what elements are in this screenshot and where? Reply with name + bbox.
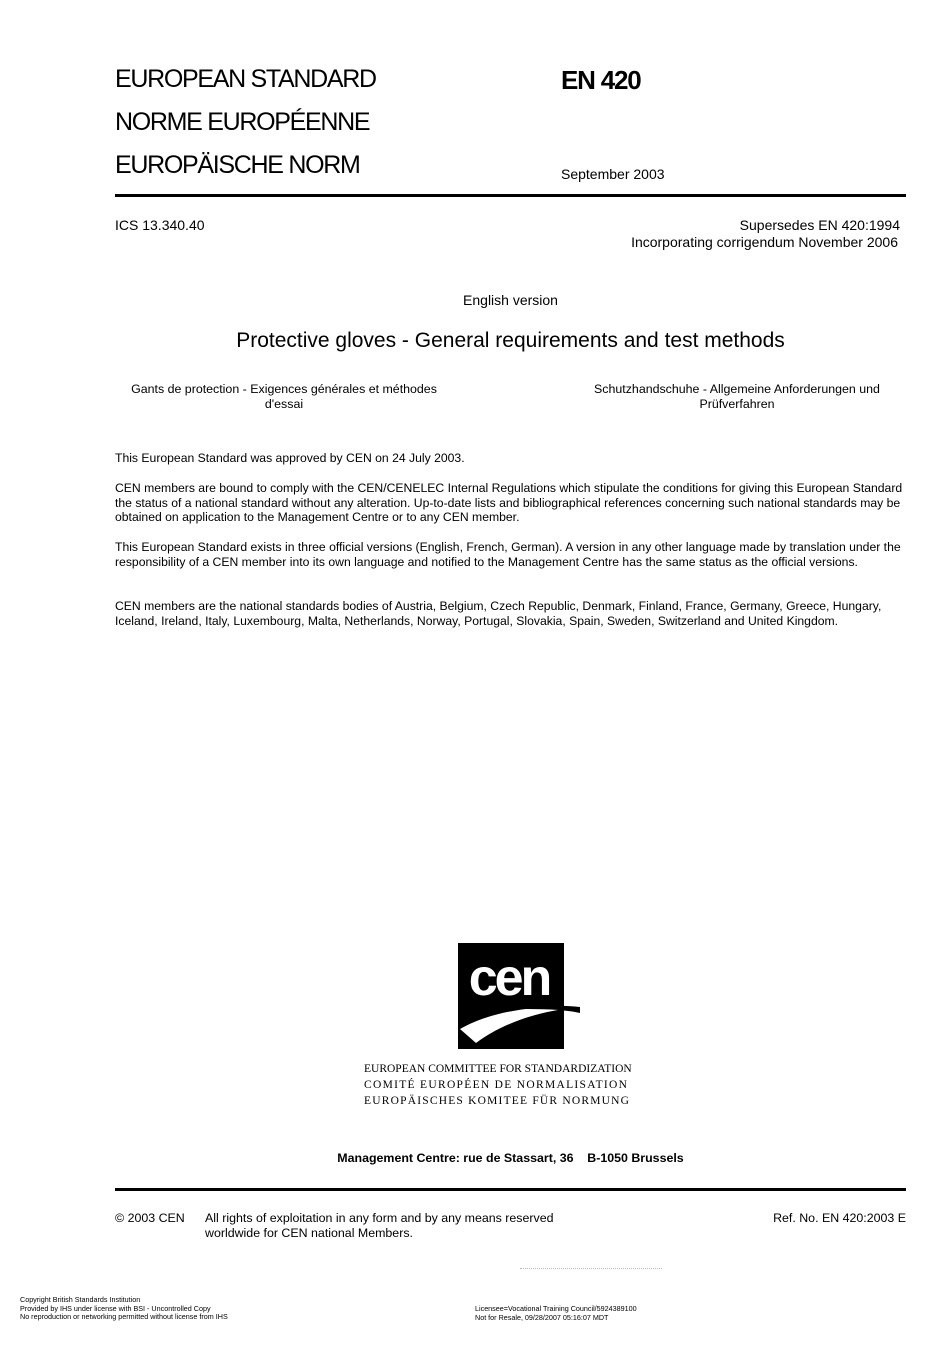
obligation-paragraph: CEN members are bound to comply with the CEN/CENELEC Internal Regulations which stipulate the conditions for giving this European Standard the status of a national standard without any alteration. Up-to-date lists and bibliographical references concerning such national standards may be obtained on application to the Management Centre or to any CEN member. <box>115 481 903 525</box>
license-right <box>475 1305 637 1322</box>
versions-paragraph: This European Standard exists in three official versions (English, French, German). A version in any other language made by translation under the responsibility of a CEN member into its own language and notified to the Management Centre has the same status as the official versions. <box>115 540 901 569</box>
reference-number: Ref. No. EN 420:2003 E <box>773 1211 906 1225</box>
french-title <box>114 382 454 412</box>
version-label: English version <box>463 292 558 308</box>
ics-code: ICS 13.340.40 <box>115 217 205 233</box>
scan-artifact <box>520 1268 662 1269</box>
supersedes-note: Supersedes EN 420:1994 <box>739 217 900 233</box>
license-line: Licensee=Vocational Training Council/5924389100 <box>475 1304 637 1313</box>
header-divider <box>115 194 906 197</box>
standard-title-french: NORME EUROPÉENNE <box>115 108 370 136</box>
french-title-line: d'essai <box>264 397 304 411</box>
footer-divider <box>115 1188 906 1191</box>
committee-name-german: EUROPÄISCHES KOMITEE FÜR NORMUNG <box>364 1095 631 1107</box>
cen-logo-mark <box>458 943 580 1049</box>
management-centre-address: Management Centre: rue de Stassart, 36 B-1050 Brussels <box>337 1151 684 1165</box>
corrigendum-note: Incorporating corrigendum November 2006 <box>631 234 898 250</box>
standard-title-german: EUROPÄISCHE NORM <box>115 151 360 179</box>
german-title-line: Prüfverfahren <box>699 397 775 411</box>
rights-notice <box>205 1211 554 1241</box>
license-left <box>20 1296 228 1322</box>
license-line: Provided by IHS under license with BSI - Uncontrolled Copy <box>20 1303 211 1313</box>
approval-paragraph: This European Standard was approved by CEN on 24 July 2003. <box>115 451 465 465</box>
committee-name-french: COMITÉ EUROPÉEN DE NORMALISATION <box>364 1079 629 1091</box>
license-line: Not for Resale, 09/28/2007 05:16:07 MDT <box>475 1312 609 1322</box>
cen-logo-text: cen <box>468 949 550 1007</box>
french-title-line: Gants de protection - Exigences générales et méthodes <box>131 382 437 396</box>
members-paragraph: CEN members are the national standards bodies of Austria, Belgium, Czech Republic, Denmark, Finland, France, Germany, Greece, Hungary, Iceland, Ireland, Italy, Luxembourg, Malta, Netherlands, Norway, Portugal, Slovakia, Spain, Sweden, Switzerland and United Kingdom. <box>115 599 882 628</box>
rights-line: worldwide for CEN national Members. <box>205 1226 413 1240</box>
german-title-line: Schutzhandschuhe - Allgemeine Anforderungen und <box>594 382 880 396</box>
committee-name-english: EUROPEAN COMMITTEE FOR STANDARDIZATION <box>364 1063 632 1075</box>
license-line: Copyright British Standards Institution <box>20 1295 141 1304</box>
main-title: Protective gloves - General requirements and test methods <box>236 329 785 352</box>
standard-title-english: EUROPEAN STANDARD <box>115 65 376 93</box>
license-line: No reproduction or networking permitted without license from IHS <box>20 1312 228 1322</box>
rights-line: All rights of exploitation in any form and by any means reserved <box>205 1211 554 1225</box>
copyright-notice: © 2003 CEN <box>115 1211 185 1225</box>
german-title <box>567 382 907 412</box>
standard-number: EN 420 <box>561 65 641 95</box>
cen-logo <box>458 943 580 1049</box>
publication-date: September 2003 <box>561 166 665 182</box>
